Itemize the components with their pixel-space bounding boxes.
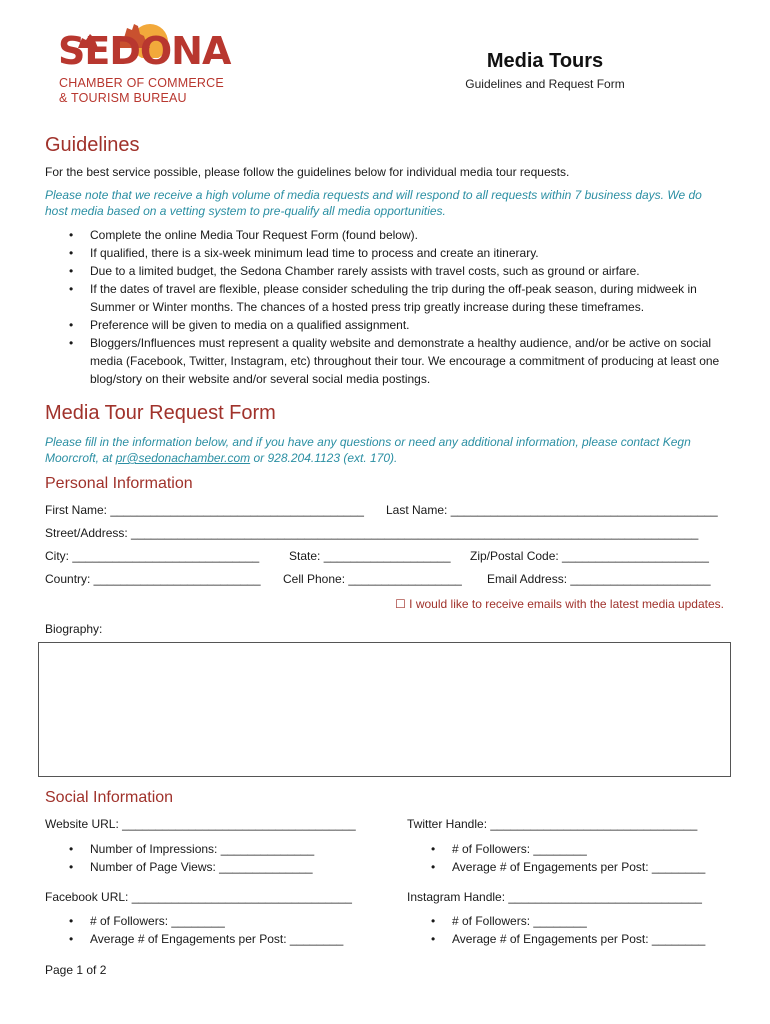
list-item: • If the dates of travel are flexible, please consider scheduling the trip during the off-peak season, during midweek in Summer or Winter months. The chances of a hosted press trip greatly increase during these timeframes.	[45, 280, 725, 316]
list-item[interactable]: • # of Followers: ________	[407, 840, 737, 858]
biography-textarea[interactable]	[38, 642, 731, 777]
contact-email-link[interactable]: pr@sedonachamber.com	[115, 451, 251, 465]
last-name-field[interactable]: Last Name: ________________________________________	[386, 503, 718, 517]
sedona-chamber-logo	[58, 18, 231, 106]
social-info-heading: Social Information	[45, 789, 174, 806]
facebook-url-field[interactable]: Facebook URL: _________________________________	[45, 890, 352, 904]
twitter-handle-field[interactable]: Twitter Handle: _______________________________	[407, 817, 698, 831]
request-form-heading: Media Tour Request Form	[45, 402, 276, 424]
page-number: Page 1 of 2	[45, 963, 107, 977]
list-item: • Preference will be given to media on a qualified assignment.	[45, 316, 725, 334]
personal-info-heading: Personal Information	[45, 475, 193, 492]
email-updates-checkbox[interactable]: ☐ I would like to receive emails with the latest media updates.	[395, 597, 724, 611]
document-title: Media Tours	[486, 50, 604, 72]
email-address-field[interactable]: Email Address: _____________________	[487, 572, 711, 586]
list-item[interactable]: • # of Followers: ________	[407, 912, 737, 930]
facebook-metrics-list	[45, 912, 375, 948]
document-subtitle: Guidelines and Request Form	[465, 77, 625, 91]
list-item[interactable]: • Average # of Engagements per Post: ________	[45, 930, 375, 948]
list-item: • If qualified, there is a six-week minimum lead time to process and create an itinerary.	[45, 244, 725, 262]
website-metrics-list	[45, 840, 365, 876]
country-field[interactable]: Country: _________________________	[45, 572, 261, 586]
logo-wordmark: SEDONA	[58, 29, 231, 73]
note-text: Please fill in the information below, and if you have any questions or need any additional information, please contact Kegn Moorcroft, at	[45, 435, 691, 465]
list-item[interactable]: • Number of Page Views: ______________	[45, 858, 365, 876]
list-item: • Bloggers/Influences must represent a quality website and demonstrate a healthy audience, and/or be active on social media (Facebook, Twitter, Instagram, etc) throughout their tour. We encourage a commitment of producing at least one blog/story on their website and/or several social media postings.	[45, 334, 725, 388]
list-item[interactable]: • # of Followers: ________	[45, 912, 375, 930]
twitter-metrics-list	[407, 840, 737, 876]
guidelines-note: Please note that we receive a high volume of media requests and will respond to all requests within 7 business days. We do host media based on a vetting system to pre-qualify all media opportunities.	[45, 188, 702, 218]
city-field[interactable]: City: ____________________________	[45, 549, 260, 563]
guidelines-heading: Guidelines	[45, 134, 140, 156]
logo-line-2: & TOURISM BUREAU	[59, 91, 187, 105]
zip-field[interactable]: Zip/Postal Code: ______________________	[470, 549, 709, 563]
logo-line-1: CHAMBER OF COMMERCE	[59, 76, 224, 90]
list-item[interactable]: • Number of Impressions: ______________	[45, 840, 365, 858]
list-item: • Due to a limited budget, the Sedona Chamber rarely assists with travel costs, such as ground or airfare.	[45, 262, 725, 280]
cell-phone-field[interactable]: Cell Phone: _________________	[283, 572, 462, 586]
list-item[interactable]: • Average # of Engagements per Post: ________	[407, 858, 737, 876]
instagram-metrics-list	[407, 912, 737, 948]
first-name-field[interactable]: First Name: ______________________________________	[45, 503, 364, 517]
note-text: or 928.204.1123 (ext. 170).	[250, 451, 398, 465]
instagram-handle-field[interactable]: Instagram Handle: _____________________________	[407, 890, 702, 904]
request-form-note	[45, 434, 725, 466]
guidelines-intro: For the best service possible, please follow the guidelines below for individual media tour requests.	[45, 165, 570, 179]
biography-label: Biography:	[45, 622, 103, 636]
guidelines-list	[45, 226, 725, 388]
list-item[interactable]: • Average # of Engagements per Post: ________	[407, 930, 737, 948]
website-url-field[interactable]: Website URL: ___________________________________	[45, 817, 356, 831]
state-field[interactable]: State: ___________________	[289, 549, 451, 563]
list-item: • Complete the online Media Tour Request Form (found below).	[45, 226, 725, 244]
street-address-field[interactable]: Street/Address: _____________________________________________________________________________________	[45, 526, 699, 540]
